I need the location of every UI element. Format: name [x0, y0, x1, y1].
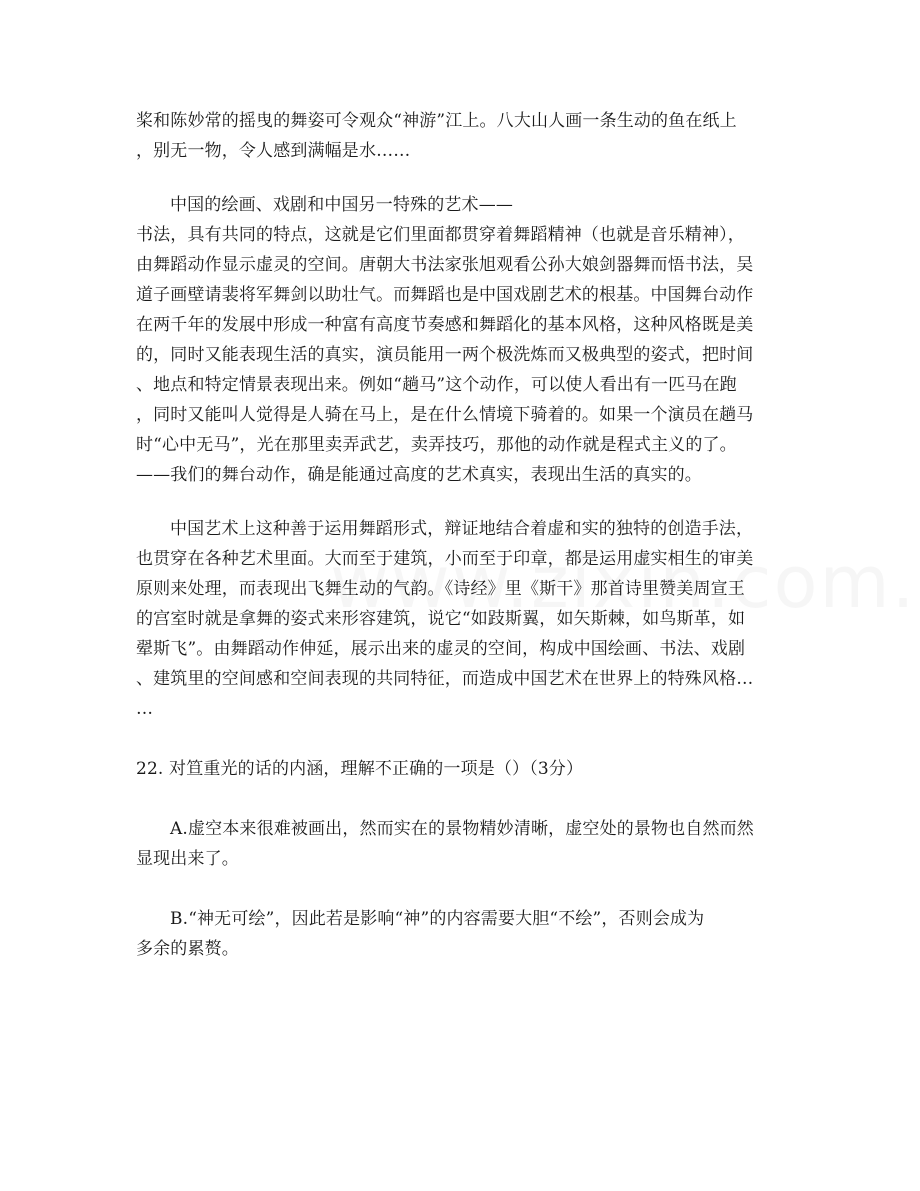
text-line: 翚斯飞”。由舞蹈动作伸延，展示出来的虚灵的空间，构成中国绘画、书法、戏剧: [136, 639, 746, 659]
text-line: …: [136, 699, 154, 719]
text-line: 也贯穿在各种艺术里面。大而至于建筑，小而至于印章，都是运用虚实相生的审美: [136, 549, 754, 569]
text-line: 的宫室时就是拿舞的姿式来形容建筑，说它“如跂斯翼，如矢斯棘，如鸟斯革，如: [136, 609, 746, 629]
text-line: 中国的绘画、戏剧和中国另一特殊的艺术——: [170, 195, 513, 215]
text-line: ，同时又能叫人觉得是人骑在马上，是在什么情境下骑着的。如果一个演员在趟马: [136, 405, 754, 425]
text-line: 、地点和特定情景表现出来。例如“趟马”这个动作，可以使人看出有一匹马在跑: [136, 375, 737, 395]
text-line: 由舞蹈动作显示虚灵的空间。唐朝大书法家张旭观看公孙大娘剑器舞而悟书法，吴: [136, 255, 754, 275]
text-line: 中国艺术上这种善于运用舞蹈形式，辩证地结合着虚和实的独特的创造手法，: [170, 519, 754, 539]
text-line: 道子画壁请裴将军舞剑以助壮气。而舞蹈也是中国戏剧艺术的根基。中国舞台动作: [136, 285, 754, 305]
question-22: [136, 754, 786, 784]
question-stem: 22. 对笪重光的话的内涵，理解不正确的一项是（）（3分）: [136, 759, 584, 779]
text-line: 时“心中无马”，光在那里卖弄武艺，卖弄技巧，那他的动作就是程式主义的了。: [136, 435, 737, 455]
document-page: [136, 106, 786, 964]
option-a-line: A.虚空本来很难被画出，然而实在的景物精妙清晰，虚空处的景物也自然而然: [170, 819, 754, 839]
text-line: 桨和陈妙常的摇曳的舞姿可令观众“神游”江上。八大山人画一条生动的鱼在纸上: [136, 111, 737, 131]
text-line: 的，同时又能表现生活的真实，演员能用一两个极洗炼而又极典型的姿式，把时间: [136, 345, 754, 365]
paragraph-3: [136, 514, 786, 724]
text-line: 、建筑里的空间感和空间表现的共同特征，而造成中国艺术在世界上的特殊风格…: [136, 669, 754, 689]
option-a: [136, 814, 786, 874]
option-b-line: 多余的累赘。: [136, 939, 239, 959]
option-b-line: B.“神无可绘”，因此若是影响“神”的内容需要大胆“不绘”，否则会成为: [170, 909, 705, 929]
text-line: 原则来处理，而表现出飞舞生动的气韵。《诗经》里《斯干》那首诗里赞美周宣王: [136, 579, 745, 599]
text-line: 在两千年的发展中形成一种富有高度节奏感和舞蹈化的基本风格，这种风格既是美: [136, 315, 754, 335]
text-line: ——我们的舞台动作，确是能通过高度的艺术真实，表现出生活的真实的。: [136, 465, 702, 485]
option-b: [136, 904, 786, 964]
text-line: ，别无一物，令人感到满幅是水……: [136, 141, 411, 161]
paragraph-1: [136, 106, 786, 166]
paragraph-2: [136, 190, 786, 490]
option-a-line: 显现出来了。: [136, 849, 239, 869]
text-line: 书法，具有共同的特点，这就是它们里面都贯穿着舞蹈精神（也就是音乐精神），: [136, 225, 745, 245]
